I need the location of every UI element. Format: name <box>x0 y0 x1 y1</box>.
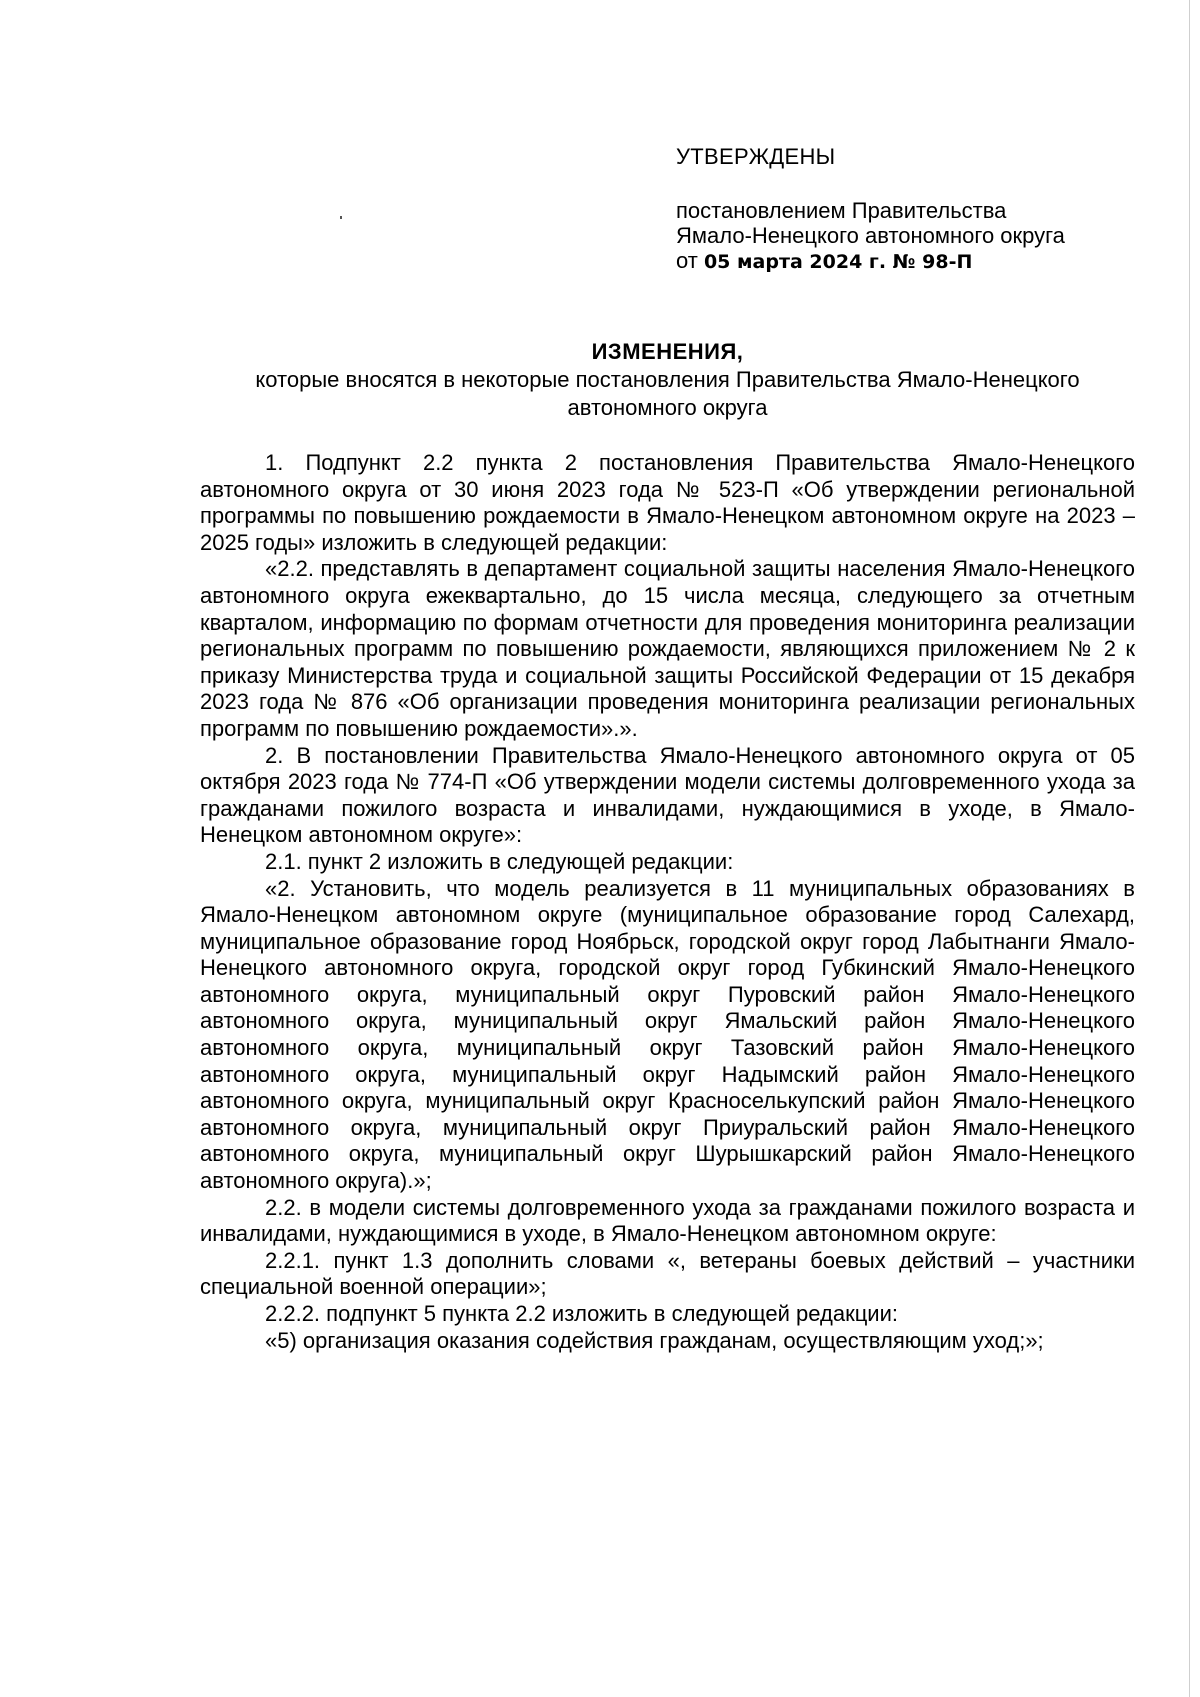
approval-block <box>676 144 1146 275</box>
paragraph-2-2: 2.2. в модели системы долговременного ухода за гражданами пожилого возраста и инвалидами, нуждающимися в уходе, в Ямало-Ненецком автономном округе: <box>200 1194 1135 1247</box>
paragraph-1-quote: «2.2. представлять в департамент социальной защиты населения Ямало-Ненецкого автономного округа ежеквартально, до 15 числа месяца, следующего за отчетным кварталом, информацию по формам отчетности для проведения мониторинга реализации региональных программ по повышению рождаемости, являющихся приложением № 2 к приказу Министерства труда и социальной защиты Российской Федерации от 15 декабря 2023 года № 876 «Об организации проведения мониторинга реализации региональных программ по повышению рождаемости».». <box>200 556 1135 741</box>
heading-subtitle: которые вносятся в некоторые постановления Правительства Ямало-Ненецкого автономного округа <box>255 367 1080 420</box>
paragraph-2-2-2: 2.2.2. подпункт 5 пункта 2.2 изложить в следующей редакции: <box>265 1301 898 1326</box>
document-body <box>200 450 1135 1354</box>
paragraph-1: 1. Подпункт 2.2 пункта 2 постановления Правительства Ямало-Ненецкого автономного округа от 30 июня 2023 года № 523-П «Об утверждении региональной программы по повышению рождаемости в Ямало-Ненецком автономном округе на 2023 – 2025 годы» изложить в следующей редакции: <box>200 450 1135 555</box>
paragraph-2: 2. В постановлении Правительства Ямало-Ненецкого автономного округа от 05 октября 2023 года № 774-П «Об утверждении модели системы долговременного ухода за гражданами пожилого возраста и инвалидами, нуждающимися в уходе, в Ямало-Ненецком автономном округе»: <box>200 742 1135 848</box>
approval-date-line <box>676 248 1146 275</box>
approval-line-1: постановлением Правительства <box>676 198 1007 223</box>
heading-title: ИЗМЕНЕНИЯ, <box>591 339 744 364</box>
paragraph-2-1: 2.1. пункт 2 изложить в следующей редакции: <box>265 848 734 874</box>
paragraph-2-2-1: 2.2.1. пункт 1.3 дополнить словами «, ветераны боевых действий – участники специальной военной операции»; <box>200 1247 1135 1300</box>
scan-speck <box>340 216 342 219</box>
paragraph-2-2-2-quote: «5) организация оказания содействия гражданам, осуществляющим уход;»; <box>265 1327 1044 1353</box>
approval-date-number: 05 марта 2024 г. № 98-П <box>703 251 973 273</box>
approval-line-2: Ямало-Ненецкого автономного округа <box>676 223 1065 248</box>
approval-date-prefix: от <box>676 248 704 273</box>
page-edge <box>1189 0 1200 1697</box>
document-heading <box>200 338 1135 422</box>
paragraph-2-1-quote: «2. Установить, что модель реализуется в 11 муниципальных образованиях в Ямало-Ненецком автономном округе (муниципальное образование город Салехард, муниципальное образование город Ноябрьск, городской округ город Лабытнанги Ямало-Ненецкого автономного округа, городской округ город Губкинский Ямало-Ненецкого автономного округа, муниципальный округ Пуровский район Ямало-Ненецкого автономного округа, муниципальный округ Ямальский район Ямало-Ненецкого автономного округа, муниципальный округ Тазовский район Ямало-Ненецкого автономного округа, муниципальный округ Надымский район Ямало-Ненецкого автономного округа, муниципальный округ Красноселькупский район Ямало-Ненецкого автономного округа, муниципальный округ Приуральский район Ямало-Ненецкого автономного округа, муниципальный округ Шурышкарский район Ямало-Ненецкого автономного округа).»; <box>200 875 1135 1194</box>
approval-stamp: УТВЕРЖДЕНЫ <box>676 144 836 169</box>
